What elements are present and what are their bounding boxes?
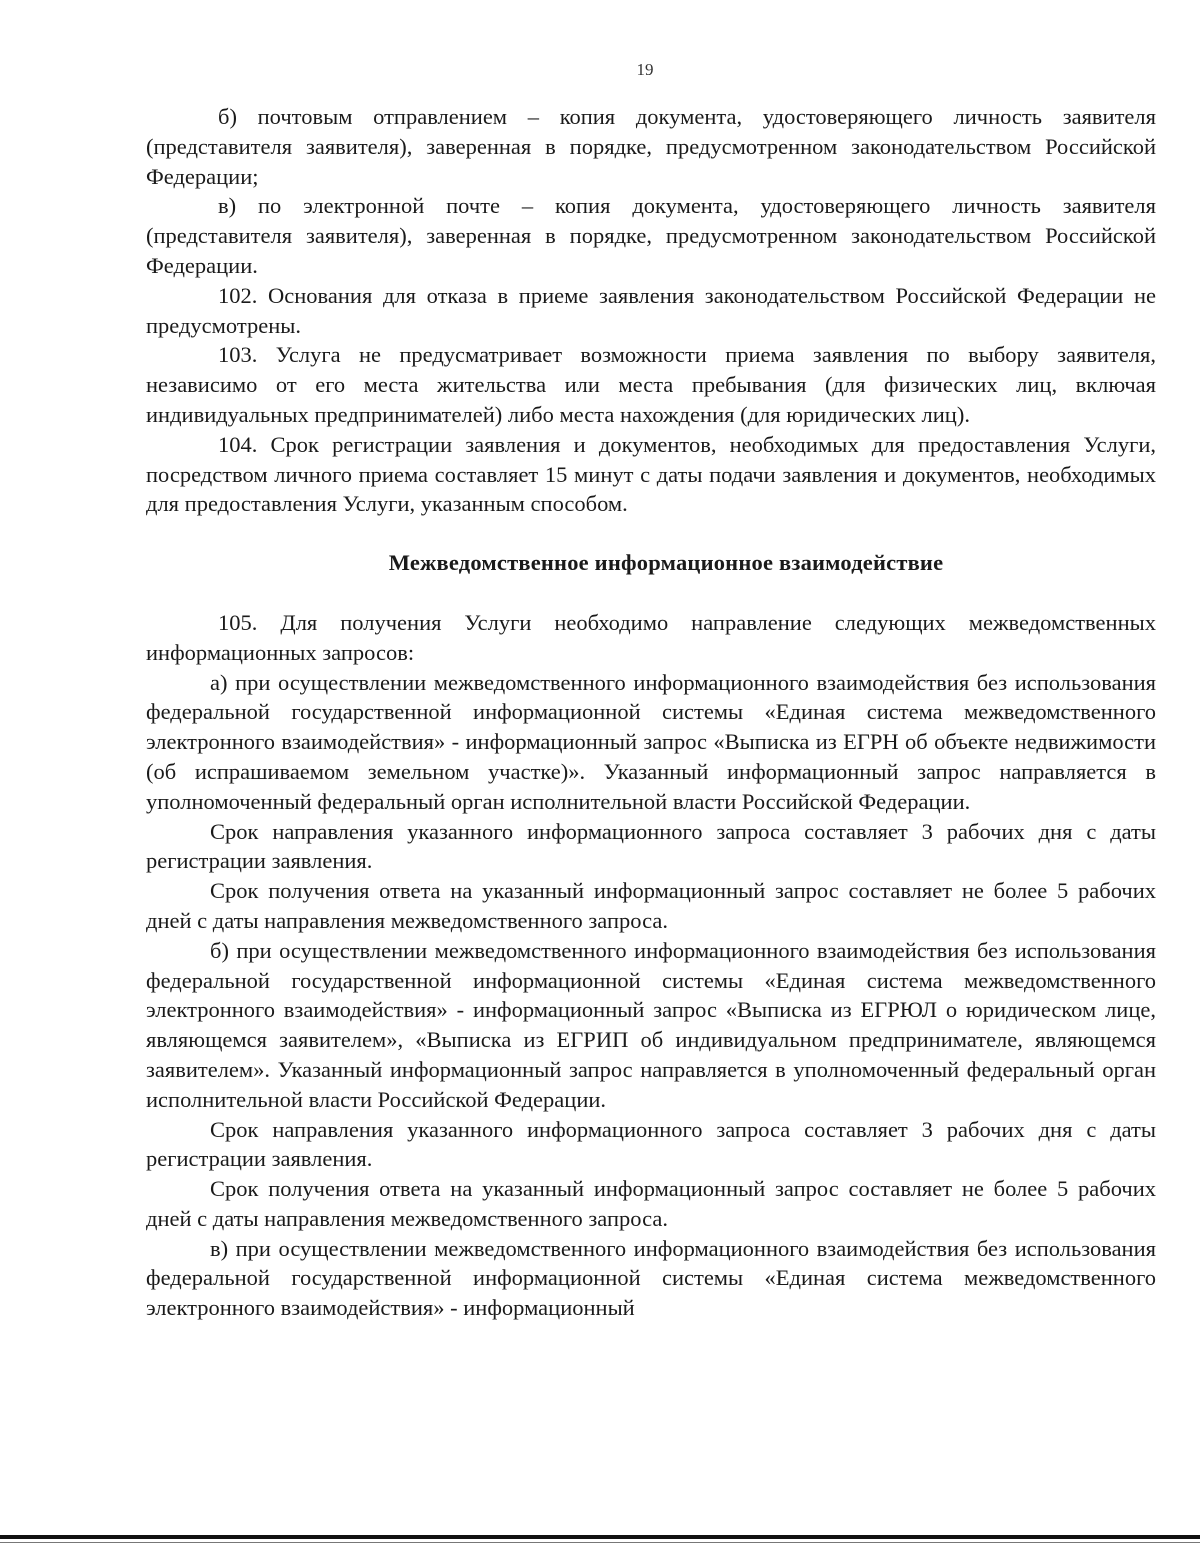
paragraph-105-a-term-send: Срок направления указанного информационного запроса составляет 3 рабочих дня с даты регистрации заявления. (146, 818, 1156, 874)
paragraph-105-v: в) при осуществлении межведомственного информационного взаимодействия без использования федеральной государственной информационной системы «Единая система межведомственного электронного взаимодействия» - информационный (146, 1235, 1156, 1321)
section-heading: Межведомственное информационное взаимодействие (388, 550, 944, 576)
paragraph-105: 105. Для получения Услуги необходимо направление следующих межведомственных информационных запросов: (146, 609, 1156, 665)
paragraph-102: 102. Основания для отказа в приеме заявления законодательством Российской Федерации не предусмотрены. (146, 282, 1156, 338)
paragraph-103: 103. Услуга не предусматривает возможности приема заявления по выбору заявителя, независимо от его места жительства или места пребывания (для физических лиц, включая индивидуальных предпринимателей) либо места нахождения (для юридических лиц). (146, 342, 1156, 427)
paragraph-105-a: а) при осуществлении межведомственного информационного взаимодействия без использования федеральной государственной информационной системы «Единая система межведомственного электронного взаимодействия» - информационный запрос «Выписка из ЕГРН об объекте недвижимости (об испрашиваемом земельном участке)». Указанный информационный запрос направляется в уполномоченный федеральный орган исполнительной власти Российской Федерации. (146, 669, 1156, 814)
scan-bottom-edge (0, 1535, 1200, 1539)
paragraph-v-email: в) по электронной почте – копия документа, удостоверяющего личность заявителя (представителя заявителя), заверенная в порядке, предусмотренном законодательством Российской Федерации. (146, 193, 1156, 278)
paragraph-105-b: б) при осуществлении межведомственного информационного взаимодействия без использования федеральной государственной информационной системы «Единая система межведомственного электронного взаимодействия» - информационный запрос «Выписка из ЕГРЮЛ о юридическом лице, являющемся заявителем», «Выписка из ЕГРИП об индивидуальном предпринимателе, являющемся заявителем». Указанный информационный запрос направляется в уполномоченный федеральный орган исполнительной власти Российской Федерации. (146, 937, 1156, 1112)
paragraph-105-b-term-reply: Срок получения ответа на указанный информационный запрос составляет не более 5 рабочих дней с даты направления межведомственного запроса. (146, 1176, 1156, 1231)
paragraph-105-b-term-send: Срок направления указанного информационного запроса составляет 3 рабочих дня с даты регистрации заявления. (146, 1116, 1156, 1172)
page-number: 19 (636, 60, 654, 79)
paragraph-b-mail: б) почтовым отправлением – копия документа, удостоверяющего личность заявителя (представителя заявителя), заверенная в порядке, предусмотренном законодательством Российской Федерации; (146, 104, 1156, 189)
document-body (146, 102, 1156, 1323)
scan-bottom-edge-shadow (0, 1542, 1200, 1543)
paragraph-105-a-term-reply: Срок получения ответа на указанный информационный запрос составляет не более 5 рабочих дней с даты направления межведомственного запроса. (146, 878, 1156, 933)
paragraph-104: 104. Срок регистрации заявления и документов, необходимых для предоставления Услуги, посредством личного приема составляет 15 минут с даты подачи заявления и документов, необходимых для предоставления Услуги, указанным способом. (146, 431, 1156, 517)
